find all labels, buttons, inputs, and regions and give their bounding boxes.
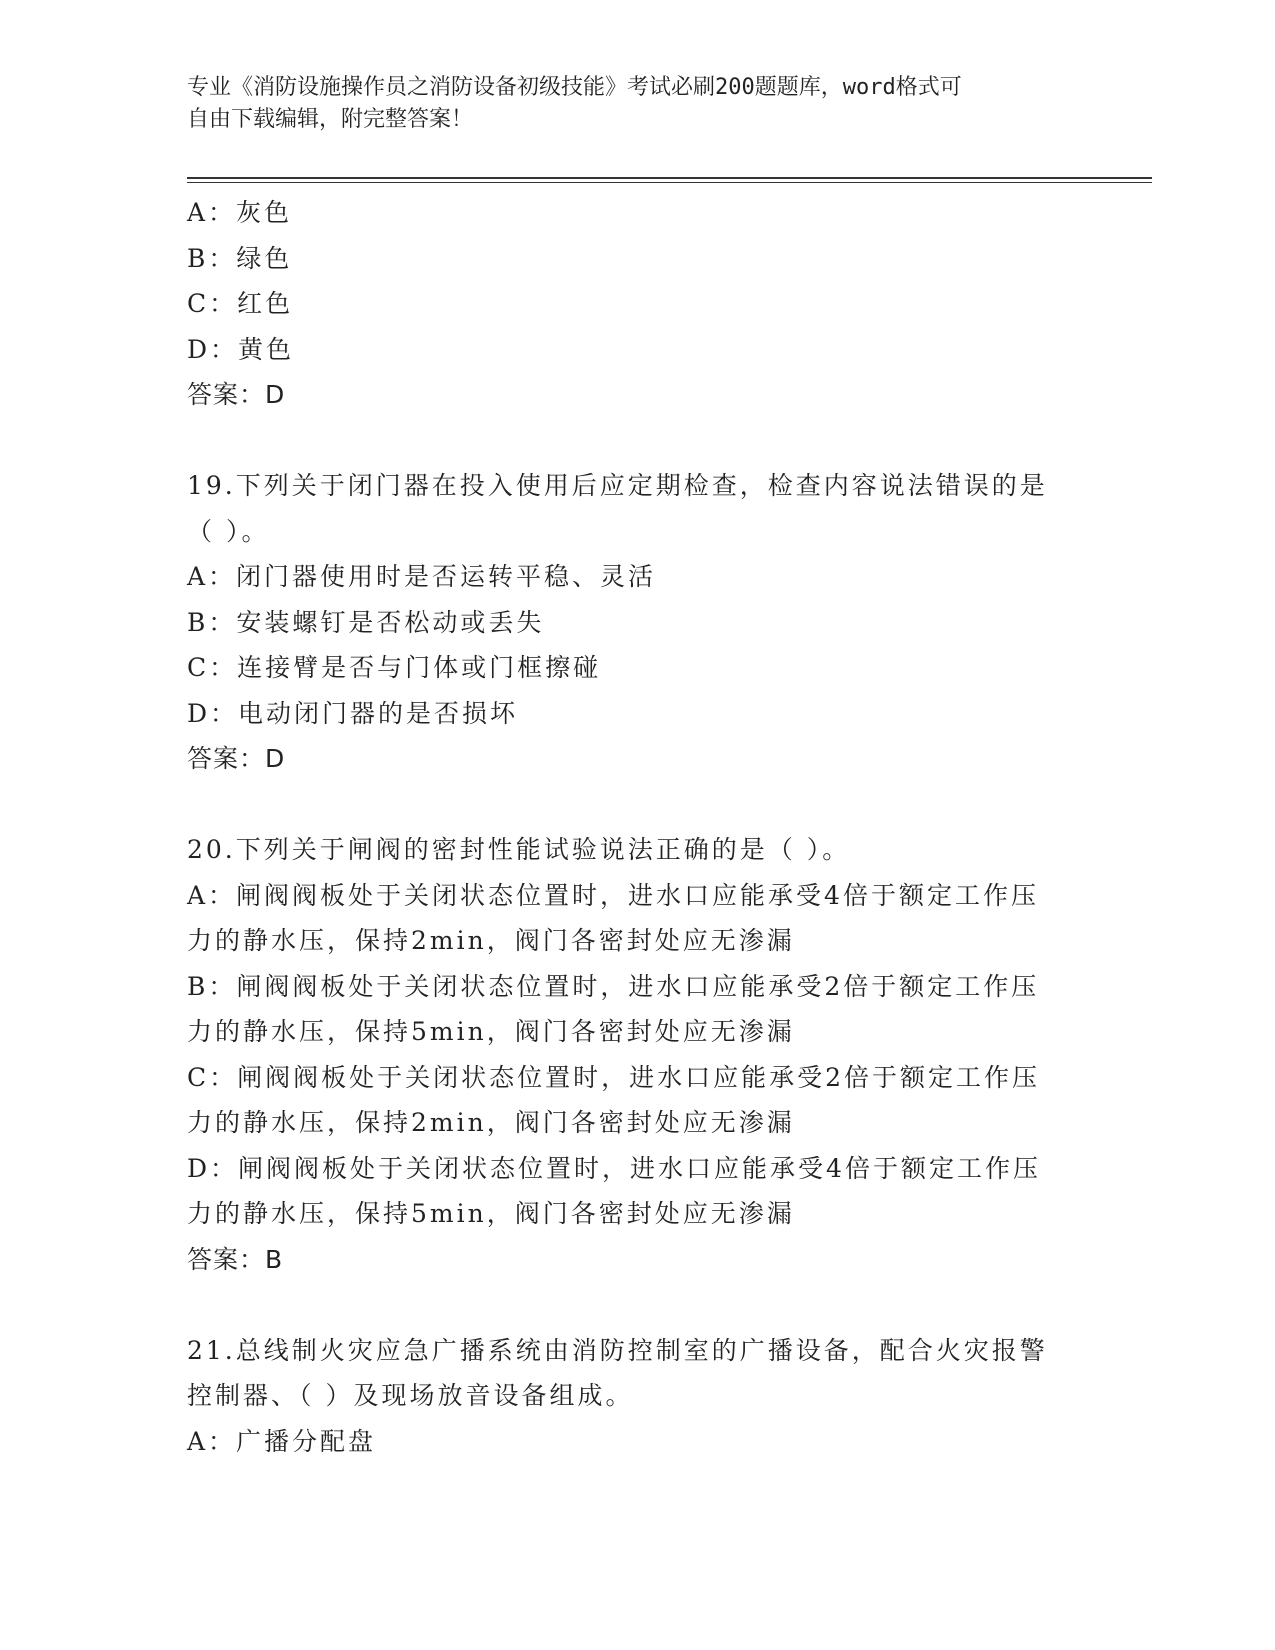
option-b: B：绿色 [187,243,293,273]
question-20 [187,827,1087,1282]
question-stem-cont: （ ）。 [187,516,270,546]
question-18 [187,190,1087,418]
option-a-cont: 力的静水压，保持2min，阀门各密封处应无渗漏 [187,926,795,955]
header-line-1: 专业《消防设施操作员之消防设备初级技能》考试必刷200题题库，word格式可 [187,75,962,100]
option-c: C：连接臂是否与门体或门框擦碰 [187,653,602,682]
option-b: B：闸阀阀板处于关闭状态位置时，进水口应能承受2倍于额定工作压 [187,971,1040,1001]
answer: 答案：D [187,744,286,773]
question-stem: 19.下列关于闭门器在投入使用后应定期检查，检查内容说法错误的是 [187,471,1048,500]
question-stem: 20.下列关于闸阀的密封性能试验说法正确的是（ ）。 [187,835,851,864]
spacer [187,782,1087,828]
option-a: A：灰色 [187,198,293,227]
option-b-cont: 力的静水压，保持5min，阀门各密封处应无渗漏 [187,1017,795,1046]
spacer [187,1282,1087,1328]
option-c: C：红色 [187,289,294,318]
question-stem-cont: 控制器、（ ）及现场放音设备组成。 [187,1381,634,1410]
question-content [187,190,1087,1464]
header-line-2: 自由下载编辑，附完整答案！ [187,107,474,132]
spacer [187,418,1087,464]
option-d: D：闸阀阀板处于关闭状态位置时，进水口应能承受4倍于额定工作压 [187,1153,1041,1183]
option-d: D：黄色 [187,334,295,364]
option-d: D：电动闭门器的是否损坏 [187,698,519,728]
option-a: A：广播分配盘 [187,1426,377,1456]
header-divider-thick [187,177,1152,179]
option-c: C：闸阀阀板处于关闭状态位置时，进水口应能承受2倍于额定工作压 [187,1062,1041,1092]
option-a: A：闭门器使用时是否运转平稳、灵活 [187,562,657,591]
option-d-cont: 力的静水压，保持5min，阀门各密封处应无渗漏 [187,1199,795,1228]
option-c-cont: 力的静水压，保持2min，阀门各密封处应无渗漏 [187,1108,795,1137]
option-a: A：闸阀阀板处于关闭状态位置时，进水口应能承受4倍于额定工作压 [187,880,1039,910]
answer: 答案：B [187,1244,284,1274]
question-19 [187,463,1087,782]
question-21 [187,1328,1087,1465]
document-header [187,72,1087,136]
question-stem: 21.总线制火灾应急广播系统由消防控制室的广播设备，配合火灾报警 [187,1335,1048,1365]
answer: 答案：D [187,380,286,409]
header-divider-thin [187,182,1152,183]
option-b: B：安装螺钉是否松动或丢失 [187,607,545,637]
